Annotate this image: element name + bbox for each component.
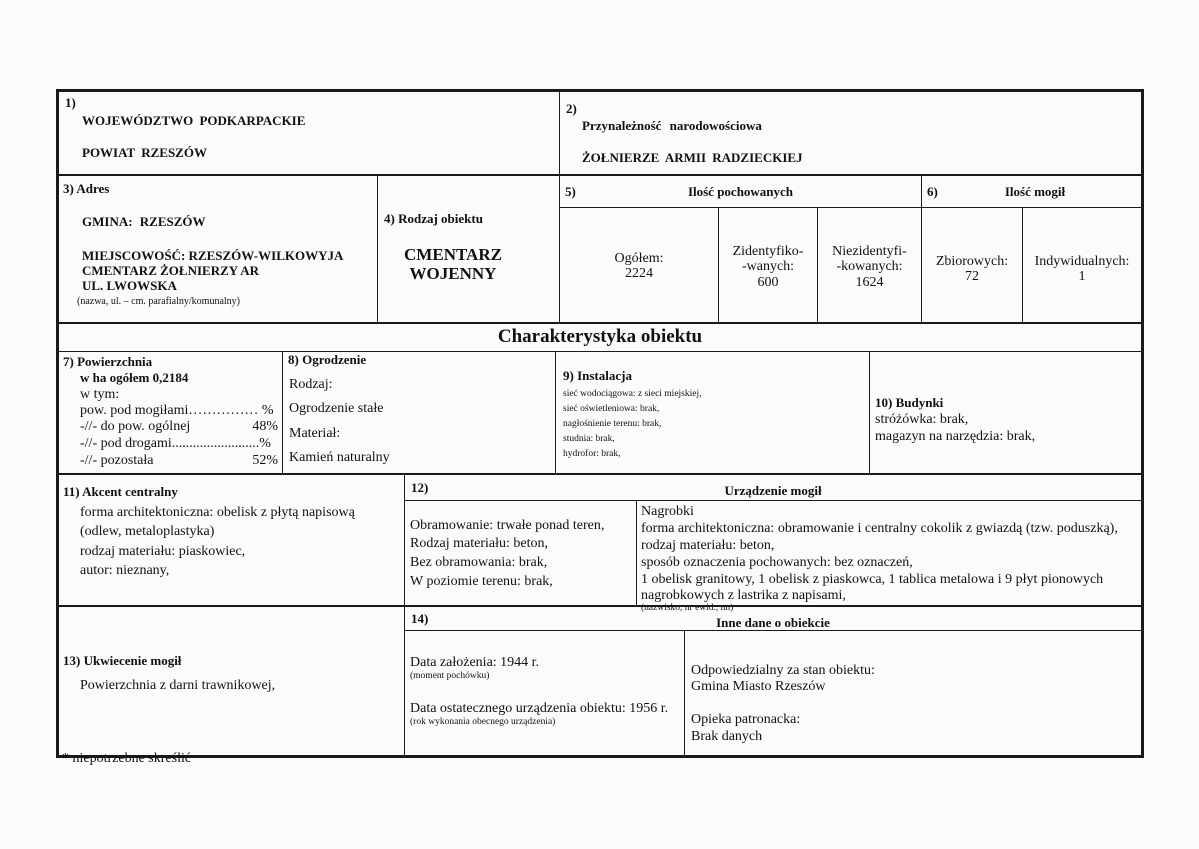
vline bbox=[684, 631, 685, 755]
buried-identified bbox=[719, 244, 817, 290]
no-border: Bez obramowania: brak, bbox=[410, 555, 548, 570]
individual-value: 1 bbox=[1078, 269, 1086, 285]
identified-label-2: -wanych: bbox=[741, 259, 795, 275]
vline bbox=[869, 352, 870, 473]
buried-unidentified bbox=[818, 244, 921, 290]
s1-number: 1) bbox=[65, 95, 76, 110]
unidentified-value: 1624 bbox=[855, 274, 884, 290]
area-row-graves: pow. pod mogiłami…………… % bbox=[80, 403, 274, 418]
area-general-label: -//- do pow. ogólnej bbox=[80, 419, 191, 434]
hline bbox=[560, 207, 1141, 208]
tombstones-list: 1 obelisk granitowy, 1 obelisk z piaskowca, 1 tablica metalowa i 9 płyt pionowych bbox=[641, 572, 1104, 587]
building-storage: magazyn na narzędzia: brak, bbox=[875, 429, 1036, 444]
s2-number: 2) bbox=[566, 101, 577, 116]
object-type-line2: WOJENNY bbox=[409, 263, 497, 283]
vline bbox=[282, 352, 283, 473]
patronage-label: Opieka patronacka: bbox=[691, 712, 801, 727]
buried-total bbox=[560, 251, 718, 282]
hline bbox=[405, 500, 1141, 501]
area-other-label: -//- pozostała bbox=[80, 453, 154, 468]
tombstones-marking: sposób oznaczenia pochowanych: bez oznaczeń, bbox=[641, 555, 913, 570]
installation-sound: nagłośnienie terenu: brak, bbox=[563, 419, 662, 429]
section-title: Charakterystyka obiektu bbox=[497, 326, 703, 347]
vline bbox=[636, 501, 637, 605]
identified-value: 600 bbox=[757, 274, 779, 290]
tombstones-list-cont: nagrobkowych z lastrika z napisami, bbox=[641, 588, 846, 603]
tombstones-material: rodzaj materiału: beton, bbox=[641, 538, 775, 553]
address-label: 3) Adres bbox=[63, 181, 110, 196]
grave-arrangement-label: Urządzenie mogił bbox=[724, 483, 822, 498]
accent-author: autor: nieznany, bbox=[80, 563, 170, 578]
buried-count-label: Ilość pochowanych bbox=[687, 184, 794, 199]
area-total: w ha ogółem 0,2184 bbox=[80, 370, 189, 385]
graves-collective bbox=[922, 254, 1022, 285]
border-right bbox=[1141, 89, 1144, 758]
unidentified-label-1: Niezidentyfi- bbox=[832, 244, 907, 259]
tombstones-form: forma architektoniczna: obramowanie i centralny cokolik z gwiazdą (tzw. poduszką), bbox=[641, 521, 1118, 536]
nationality-label: Przynależność narodowościowa bbox=[582, 118, 762, 133]
accent-form-note: (odlew, metaloplastyka) bbox=[80, 524, 215, 539]
object-type-label: 4) Rodzaj obiektu bbox=[384, 211, 483, 226]
footnote: * niepotrzebne skreślić bbox=[62, 751, 192, 766]
individual-label: Indywidualnych: bbox=[1034, 254, 1130, 269]
area-row-roads: -//- pod drogami.........................% bbox=[80, 436, 271, 451]
area-wtym: w tym: bbox=[80, 387, 120, 402]
address-note: (nazwa, ul. – cm. parafialny/komunalny) bbox=[77, 296, 240, 307]
fence-type-label: Rodzaj: bbox=[289, 377, 333, 392]
installation-water: sieć wodociągowa: z sieci miejskiej, bbox=[563, 389, 702, 399]
vline bbox=[555, 352, 556, 473]
buildings-label: 10) Budynki bbox=[875, 395, 944, 410]
identified-label-1: Zidentyfiko- bbox=[732, 244, 804, 259]
buried-total-label: Ogółem: bbox=[614, 251, 664, 266]
address-line1: MIEJSCOWOŚĆ: RZESZÓW-WILKOWYJA bbox=[82, 248, 344, 263]
fence-type-value: Ogrodzenie stałe bbox=[289, 401, 384, 416]
unidentified-label-2: -kowanych: bbox=[836, 259, 903, 275]
installation-lighting: sieć oświetleniowa: brak, bbox=[563, 404, 660, 414]
installation-hydrophore: hydrofor: brak, bbox=[563, 449, 621, 459]
border-left bbox=[56, 89, 59, 758]
other-data-label: Inne dane o obiekcie bbox=[716, 615, 830, 630]
area-row-general bbox=[80, 419, 278, 434]
installations-label: 9) Instalacja bbox=[563, 368, 632, 383]
final-arrangement-date: Data ostatecznego urządzenia obiektu: 1956 r. bbox=[410, 701, 669, 716]
accent-material: rodzaj materiału: piaskowiec, bbox=[80, 544, 246, 559]
fence-material-value: Kamień naturalny bbox=[289, 450, 390, 465]
vline bbox=[404, 475, 405, 755]
area-row-other bbox=[80, 453, 278, 468]
flowering-value: Powierzchnia z darni trawnikowej, bbox=[80, 678, 276, 693]
ground-level: W poziomie terenu: brak, bbox=[410, 574, 553, 589]
building-lodge: stróżówka: brak, bbox=[875, 412, 969, 427]
founding-date-note: (moment pochówku) bbox=[410, 671, 490, 681]
founding-date: Data założenia: 1944 r. bbox=[410, 655, 540, 670]
s14-number: 14) bbox=[411, 611, 429, 626]
tombstones-label: Nagrobki bbox=[641, 504, 694, 519]
responsible-value: Gmina Miasto Rzeszów bbox=[691, 679, 826, 694]
s6-number: 6) bbox=[927, 184, 938, 199]
address-line3: UL. LWOWSKA bbox=[82, 278, 177, 293]
final-arrangement-note: (rok wykonania obecnego urządzenia) bbox=[410, 717, 556, 727]
accent-form: forma architektoniczna: obelisk z płytą napisową bbox=[80, 505, 355, 520]
area-other-value: 52% bbox=[252, 453, 278, 468]
collective-label: Zbiorowych: bbox=[935, 254, 1009, 269]
area-label: 7) Powierzchnia bbox=[63, 354, 153, 369]
central-accent-label: 11) Akcent centralny bbox=[63, 484, 178, 499]
vline bbox=[921, 176, 922, 322]
hline bbox=[59, 473, 1141, 475]
object-type-value bbox=[378, 246, 528, 283]
patronage-value: Brak danych bbox=[691, 729, 763, 744]
object-type-line1: CMENTARZ bbox=[404, 245, 502, 264]
flowering-label: 13) Ukwiecenie mogił bbox=[63, 653, 182, 668]
fence-material-label: Materiał: bbox=[289, 426, 341, 441]
s12-number: 12) bbox=[411, 480, 429, 495]
hline bbox=[59, 174, 1141, 176]
border-top bbox=[56, 89, 1144, 92]
collective-value: 72 bbox=[965, 269, 979, 285]
voivodeship: WOJEWÓDZTWO PODKARPACKIE bbox=[82, 113, 306, 128]
responsible-label: Odpowiedzialny za stan obiektu: bbox=[691, 663, 875, 678]
s5-number: 5) bbox=[565, 184, 576, 199]
border-material: Rodzaj materiału: beton, bbox=[410, 536, 549, 551]
fence-label: 8) Ogrodzenie bbox=[288, 352, 367, 367]
vline bbox=[559, 92, 560, 322]
county: POWIAT RZESZÓW bbox=[82, 145, 207, 160]
municipality: GMINA: RZESZÓW bbox=[82, 214, 206, 229]
border-permanent: Obramowanie: trwałe ponad teren, bbox=[410, 518, 605, 533]
area-general-value: 48% bbox=[252, 419, 278, 434]
nationality-value: ŻOŁNIERZE ARMII RADZIECKIEJ bbox=[582, 150, 803, 165]
installation-well: studnia: brak, bbox=[563, 434, 615, 444]
address-line2: CMENTARZ ŻOŁNIERZY AR bbox=[82, 263, 259, 278]
graves-count-label: Ilość mogił bbox=[1004, 184, 1066, 199]
hline bbox=[59, 605, 1141, 607]
hline bbox=[59, 322, 1141, 324]
border-bottom bbox=[56, 755, 1144, 758]
buried-total-value: 2224 bbox=[625, 266, 653, 282]
graves-individual bbox=[1023, 254, 1141, 285]
hline bbox=[59, 351, 1141, 352]
tombstones-note: (nazwisko, nr ewid., nn) bbox=[641, 603, 734, 613]
